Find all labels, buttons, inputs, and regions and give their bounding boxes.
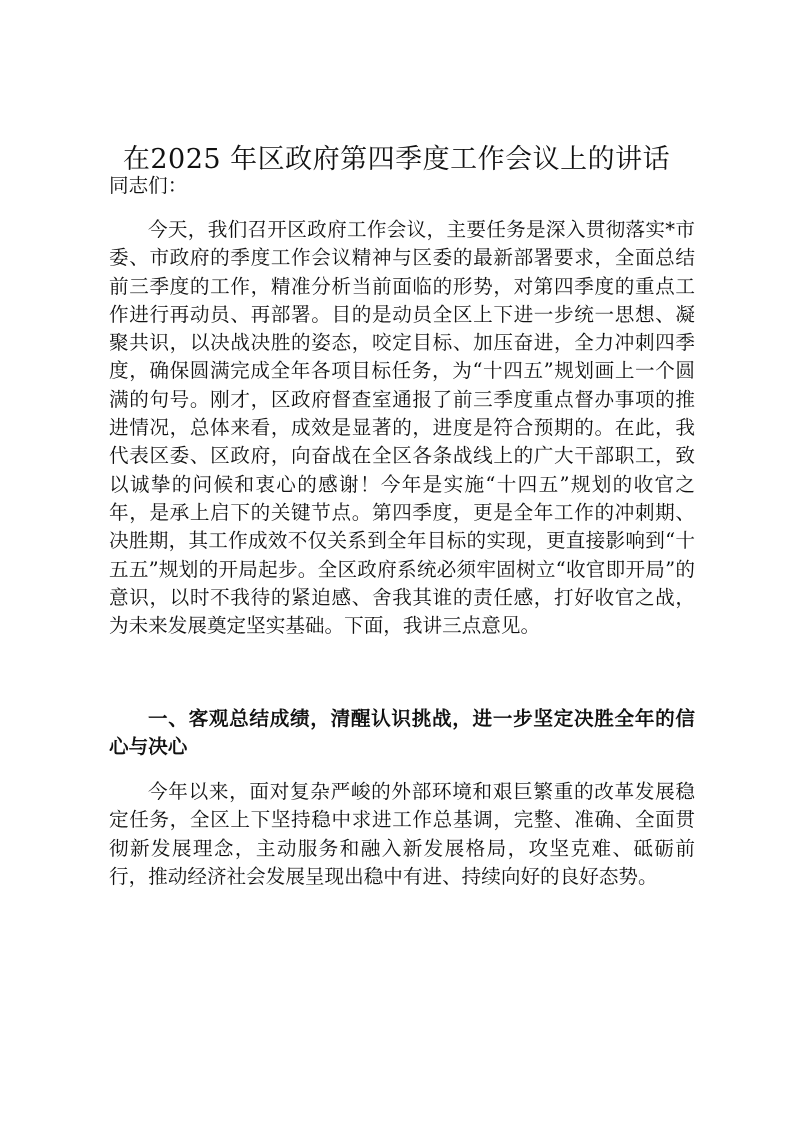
paragraph-intro: 今天，我们召开区政府工作会议，主要任务是深入贯彻落实*市委、市政府的季度工作会议精神与区委的最新部署要求，全面总结前三季度的工作，精准分析当前面临的形势，对第四季度的重点工作进行再动员、再部署。目的是动员全区上下进一步统一思想、凝聚共识，以决战决胜的姿态，咬定目标、加压奋进，全力冲刺四季度，确保圆满完成全年各项目标任务，为“十四五”规划画上一个圆满的句号。刚才，区政府督查室通报了前三季度重点督办事项的推进情况，总体来看，成效是显著的，进度是符合预期的。在此，我代表区委、区政府，向奋战在全区各条战线上的广大干部职工，致以诚挚的问候和衷心的感谢！今年是实施“十四五”规划的收官之年，是承上启下的关键节点。第四季度，更是全年工作的冲刺期、决胜期，其工作成效不仅关系到全年目标的实现，更直接影响到“十五五”规划的开局起步。全区政府系统必须牢固树立“收官即开局”的意识，以时不我待的紧迫感、舍我其谁的责任感，打好收官之战，为未来发展奠定坚实基础。下面，我讲三点意见。 bbox=[109, 218, 695, 638]
salutation: 同志们： bbox=[109, 174, 188, 197]
paragraph-section-1: 今年以来，面对复杂严峻的外部环境和艰巨繁重的改革发展稳定任务，全区上下坚持稳中求进工作总基调，完整、准确、全面贯彻新发展理念，主动服务和融入新发展格局，攻坚克难、砥砺前行，推动经济社会发展呈现出稳中有进、持续向好的良好态势。 bbox=[109, 780, 695, 888]
section-heading-1: 一、客观总结成绩，清醒认识挑战，进一步坚定决胜全年的信心与决心 bbox=[109, 707, 695, 759]
document-title: 在2025 年区政府第四季度工作会议上的讲话 bbox=[122, 144, 671, 175]
